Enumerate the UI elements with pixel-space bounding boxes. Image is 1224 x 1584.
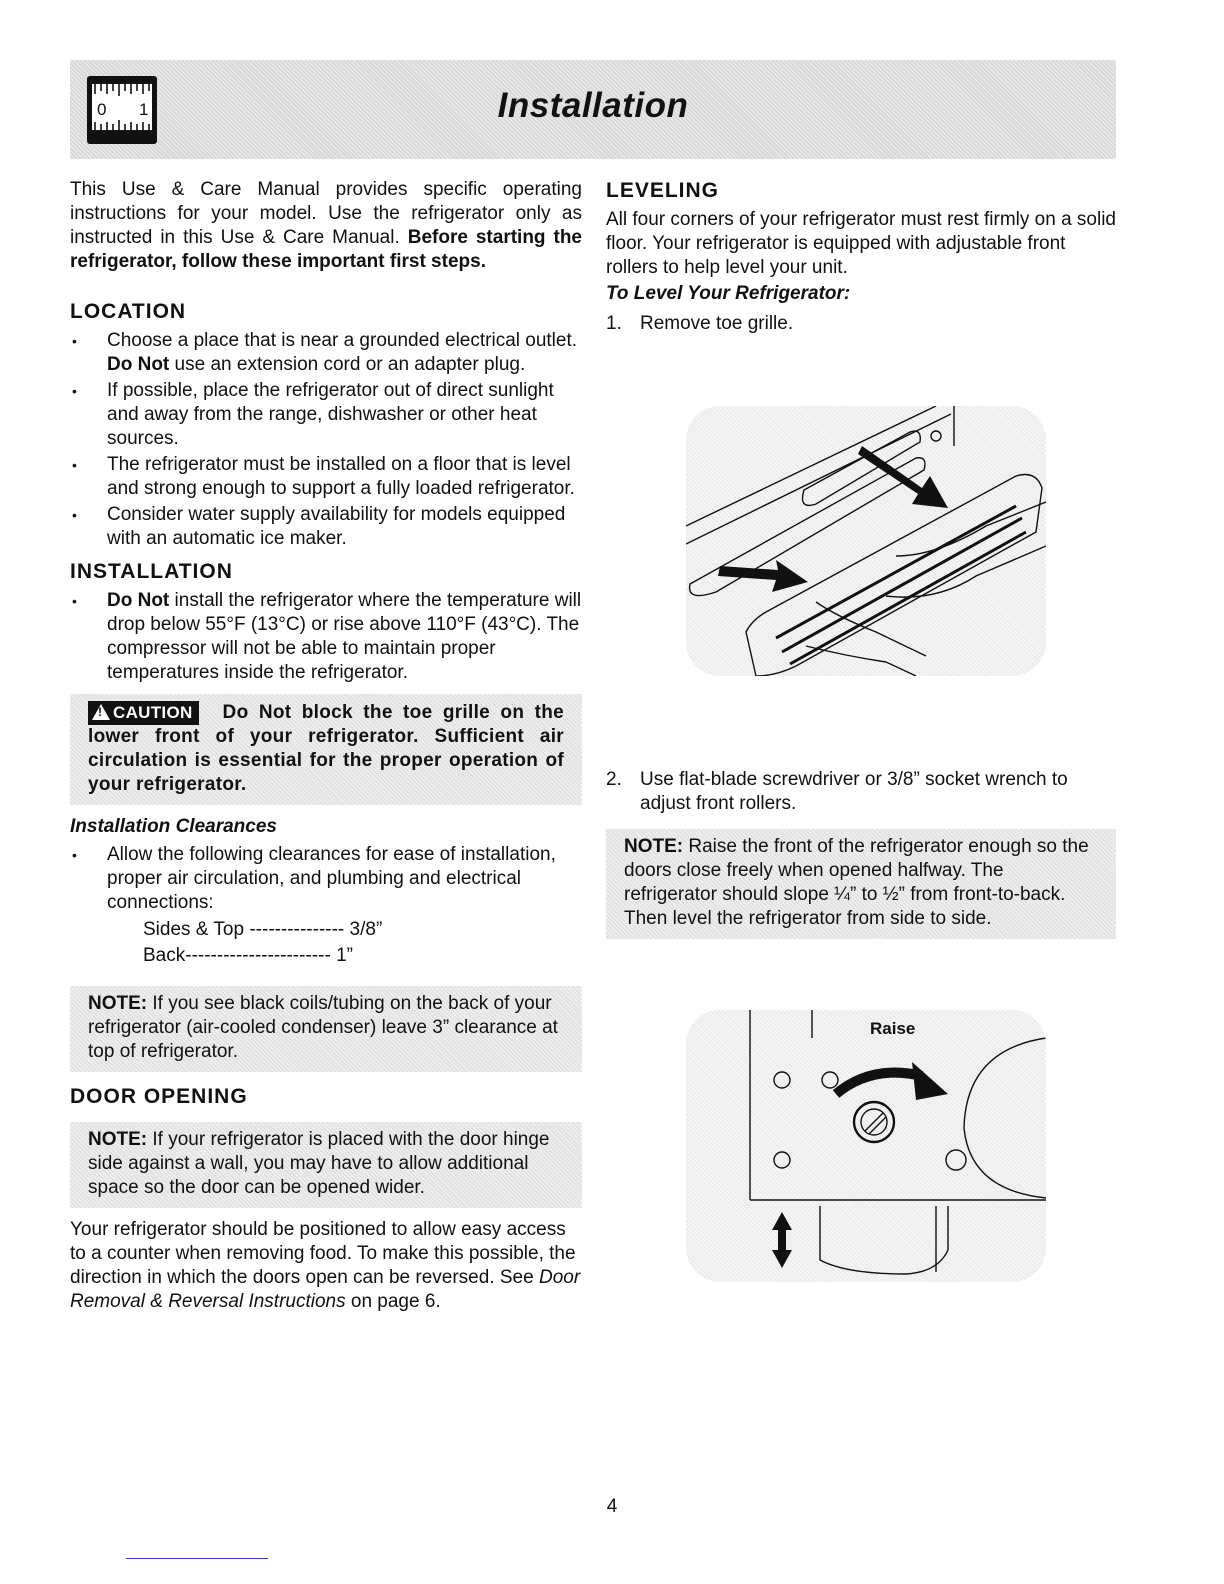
warning-icon: ! xyxy=(92,704,110,720)
clearances-heading: Installation Clearances xyxy=(70,816,277,837)
location-item-rest: use an extension cord or an adapter plug. xyxy=(174,354,526,375)
page-number: 4 xyxy=(606,1496,618,1517)
door-opening-paragraph xyxy=(70,1218,582,1314)
clearances-item-text: Allow the following clearances for ease of installation, proper air circulation, and plumbing and electrical connections: xyxy=(107,844,556,913)
caution-badge xyxy=(88,701,199,725)
header-banner xyxy=(70,60,1116,159)
intro-text: This Use & Care Manual provides specific operating instructions for your model. Use the refrigerator only as instructed in this Use & Care Manual. xyxy=(70,179,582,248)
note-label: NOTE: xyxy=(624,836,684,857)
raise-label: Raise xyxy=(870,1019,916,1038)
door-opening-text: Your refrigerator should be positioned to allow easy access to a counter when removing food. To make this possible, the direction in which the doors open can be reversed. See xyxy=(70,1219,576,1288)
door-reversal-reference: Door Removal & Reversal Instructions xyxy=(70,1267,581,1312)
clearances-list xyxy=(70,843,582,915)
left-column xyxy=(70,178,582,1314)
list-item xyxy=(70,589,582,685)
step-number: 2. xyxy=(606,769,622,790)
step-text: Use flat-blade screwdriver or 3/8” socket wrench to adjust front rollers. xyxy=(640,769,1068,814)
footer-rule xyxy=(126,1558,268,1559)
condenser-note xyxy=(70,986,582,1072)
roller-adjust-illustration xyxy=(686,1010,1046,1282)
list-item xyxy=(70,329,582,377)
clearance-label: Back xyxy=(143,945,186,966)
clearance-value: 1” xyxy=(336,945,353,966)
caution-text: Do Not block the toe grille on the lower front of your refrigerator. Sufficient air circulation is essential for the proper operation of your refrigerator. xyxy=(88,702,564,795)
leveling-steps-1 xyxy=(606,312,1116,336)
intro-paragraph xyxy=(70,178,582,274)
note-label: NOTE: xyxy=(88,993,148,1014)
location-item-text: Consider water supply availability for models equipped with an automatic ice maker. xyxy=(107,504,566,549)
toe-grille-illustration xyxy=(686,406,1046,676)
list-item xyxy=(70,453,582,501)
intro-bold: Before starting the refrigerator, follow these important first steps. xyxy=(70,227,582,272)
ruler-label-left: 0 xyxy=(97,100,107,119)
right-column xyxy=(606,178,1116,336)
toe-grille-drawing xyxy=(686,406,1046,676)
note-label: NOTE: xyxy=(88,1129,148,1150)
installation-list xyxy=(70,589,582,685)
installation-item-rest: install the refrigerator where the temperature will drop below 55°F (13°C) or rise above 110°F (43°C). The compressor will not be able to maintain proper temperatures inside the refrigerator. xyxy=(107,590,582,683)
caution-label: CAUTION xyxy=(113,703,193,722)
clearance-dashes: ----------------------- xyxy=(185,945,331,966)
door-hinge-note xyxy=(70,1122,582,1208)
note-text: If your refrigerator is placed with the door hinge side against a wall, you may have to allow additional space so the door can be opened wider. xyxy=(88,1129,550,1198)
door-opening-heading: DOOR OPENING xyxy=(70,1085,248,1108)
slope-note xyxy=(606,829,1116,939)
step-number: 1. xyxy=(606,313,622,334)
clearance-dashes: --------------- xyxy=(249,919,345,940)
leveling-heading: LEVELING xyxy=(606,179,720,202)
clearance-value: 3/8” xyxy=(349,919,383,940)
clearance-row-sides xyxy=(70,917,582,943)
location-list xyxy=(70,329,582,551)
list-item xyxy=(70,379,582,451)
location-item-text: If possible, place the refrigerator out of direct sunlight and away from the range, dishwasher or other heat sources. xyxy=(107,380,554,449)
installation-heading: INSTALLATION xyxy=(70,560,233,583)
door-opening-end: on page 6. xyxy=(350,1291,441,1312)
step-text: Remove toe grille. xyxy=(640,313,794,334)
list-item xyxy=(70,503,582,551)
leveling-subhead: To Level Your Refrigerator: xyxy=(606,283,851,304)
location-item-text: The refrigerator must be installed on a floor that is level and strong enough to support a fully loaded refrigerator. xyxy=(107,454,575,499)
note-text: If you see black coils/tubing on the back of your refrigerator (air-cooled condenser) leave 3” clearance at top of refrigerator. xyxy=(88,993,558,1062)
leveling-intro: All four corners of your refrigerator must rest firmly on a solid floor. Your refrigerator is equipped with adjustable front rollers to help level your unit. xyxy=(606,209,1117,278)
leveling-step-2-block xyxy=(606,768,1116,939)
list-item xyxy=(70,843,582,915)
note-text: Raise the front of the refrigerator enough so the doors close freely when opened halfway. The refrigerator should slope ¼” to ½” from front-to-back. Then level the refrigerator from side to side. xyxy=(624,836,1089,929)
installation-item-bold: Do Not xyxy=(107,590,170,611)
location-item-bold: Do Not xyxy=(107,354,170,375)
clearance-label: Sides & Top xyxy=(143,919,245,940)
location-item-text: Choose a place that is near a grounded electrical outlet. xyxy=(107,330,578,351)
step-item xyxy=(606,312,1116,336)
page-title: Installation xyxy=(497,86,689,125)
caution-box xyxy=(70,694,582,805)
location-heading: LOCATION xyxy=(70,300,187,323)
roller-adjust-drawing xyxy=(686,1010,1046,1282)
leveling-steps-2 xyxy=(606,768,1116,816)
clearance-row-back xyxy=(70,943,582,969)
ruler-label-right: 1 xyxy=(139,100,149,119)
step-item xyxy=(606,768,1116,816)
